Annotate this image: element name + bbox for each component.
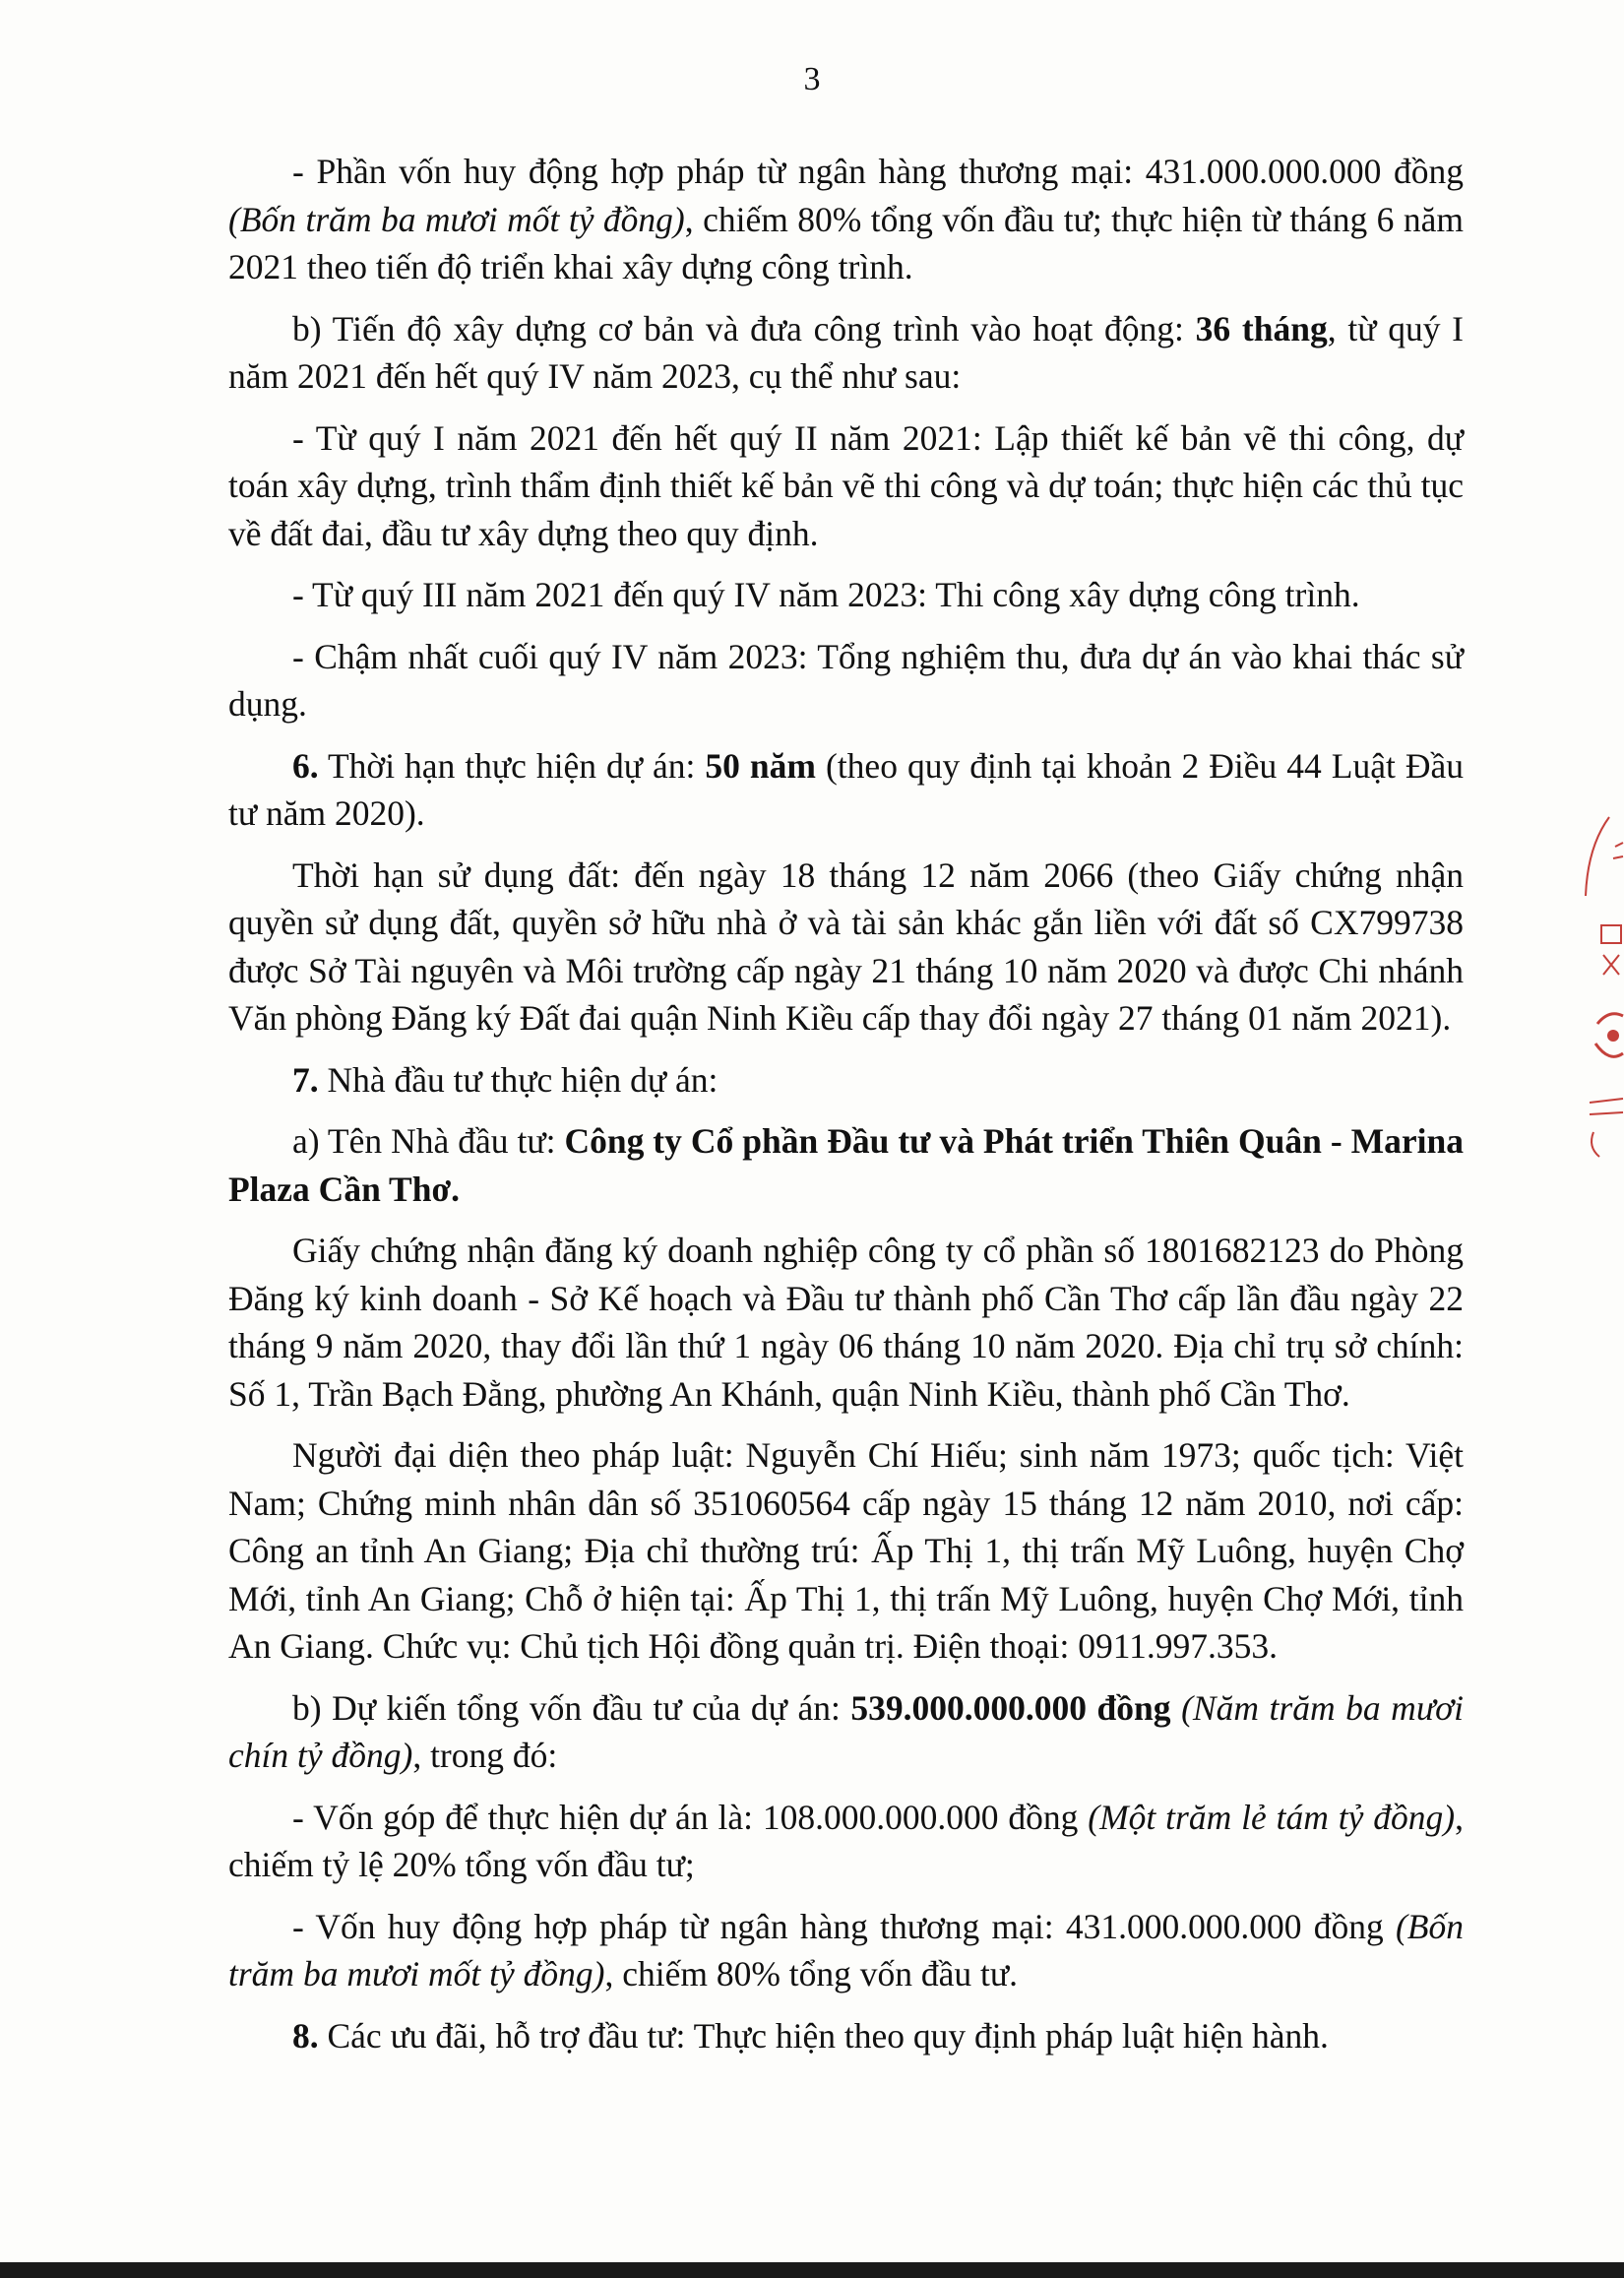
text-run: - Từ quý III năm 2021 đến quý IV năm 2023: Thi công xây dựng công trình. (292, 575, 1360, 614)
text-run: Thời hạn sử dụng đất: đến ngày 18 tháng 12 năm 2066 (theo Giấy chứng nhận quyền sử dụng đất, quyền sở hữu nhà ở và tài sản khác gắn liền với đất số CX799738 được Sở Tài nguyên và Môi trường cấp ngày 21 tháng 10 năm 2020 và được Chi nhánh Văn phòng Đăng ký Đất đai quận Ninh Kiều cấp thay đổi ngày 27 tháng 01 năm 2021). (228, 854, 1464, 1038)
text-run: (theo quy định tại khoản 2 Điều 44 Luật Đầu tư năm 2020). (228, 745, 1465, 833)
bold-text: 50 năm (705, 745, 816, 786)
paragraph-p12 (228, 1684, 1464, 1780)
text-run: - Vốn huy động hợp pháp từ ngân hàng thương mại: 431.000.000.000 đồng (292, 1906, 1396, 1946)
paragraph-p9 (228, 1117, 1464, 1213)
italic-text: (Một trăm lẻ tám tỷ đồng) (1088, 1797, 1456, 1837)
italic-text: (Bốn trăm ba mươi mốt tỷ đồng) (228, 199, 685, 239)
text-run: , chiếm tỷ lệ 20% tổng vốn đầu tư; (228, 1797, 1464, 1884)
italic-text: (Năm trăm ba mươi chín tỷ đồng) (228, 1687, 1464, 1775)
paragraph-p15 (228, 2012, 1464, 2060)
paragraph-p8 (228, 1056, 1464, 1105)
scan-bottom-edge (0, 2262, 1624, 2278)
red-seal-stamp-edge (1580, 807, 1624, 1162)
document-body (228, 148, 1464, 2073)
italic-text: (Bốn trăm ba mươi mốt tỷ đồng) (228, 1906, 1464, 1993)
text-run: Thời hạn thực hiện dự án: (318, 745, 706, 786)
paragraph-p7 (228, 852, 1464, 1043)
bold-text: 36 tháng (1195, 308, 1328, 348)
text-run: , chiếm 80% tổng vốn đầu tư; thực hiện từ tháng 6 năm 2021 theo tiến độ triển khai xây dựng công trình. (228, 199, 1464, 286)
text-run: - Phần vốn huy động hợp pháp từ ngân hàng thương mại: 431.000.000.000 đồng (292, 152, 1464, 191)
text-run: b) Dự kiến tổng vốn đầu tư của dự án: (292, 1687, 851, 1728)
paragraph-p3 (228, 414, 1464, 558)
paragraph-p5 (228, 633, 1464, 728)
paragraph-p10 (228, 1227, 1464, 1418)
text-run: - Vốn góp để thực hiện dự án là: 108.000.000.000 đồng (292, 1797, 1089, 1837)
text-run: Các ưu đãi, hỗ trợ đầu tư: Thực hiện theo quy định pháp luật hiện hành. (318, 2015, 1329, 2056)
text-run: b) Tiến độ xây dựng cơ bản và đưa công trình vào hoạt động: (292, 308, 1196, 348)
text-run: a) Tên Nhà đầu tư: (292, 1121, 565, 1161)
paragraph-p4 (228, 571, 1464, 619)
text-run: - Từ quý I năm 2021 đến hết quý II năm 2021: Lập thiết kế bản vẽ thi công, dự toán xây dựng, trình thẩm định thiết kế bản vẽ thi công và dự toán; thực hiện các thủ tục về đất đai, đầu tư xây dựng theo quy định. (228, 417, 1464, 553)
text-run: , trong đó: (412, 1736, 558, 1775)
paragraph-p11 (228, 1431, 1464, 1671)
paragraph-p2 (228, 305, 1464, 401)
paragraph-p14 (228, 1903, 1464, 1998)
text-run: Giấy chứng nhận đăng ký doanh nghiệp công ty cổ phần số 1801682123 do Phòng Đăng ký kinh doanh - Sở Kế hoạch và Đầu tư thành phố Cần Thơ cấp lần đầu ngày 22 tháng 9 năm 2020, thay đổi lần thứ 1 ngày 06 tháng 10 năm 2020. Địa chỉ trụ sở chính: Số 1, Trần Bạch Đằng, phường An Khánh, quận Ninh Kiều, thành phố Cần Thơ. (228, 1231, 1464, 1414)
text-run: Nhà đầu tư thực hiện dự án: (318, 1059, 718, 1100)
paragraph-p6 (228, 742, 1464, 838)
text-run (1171, 1688, 1182, 1728)
bold-text: 6. (292, 745, 319, 786)
text-run: , chiếm 80% tổng vốn đầu tư. (604, 1954, 1018, 1993)
bold-text: 539.000.000.000 đồng (850, 1687, 1171, 1728)
text-run: Người đại diện theo pháp luật: Nguyễn Chí Hiếu; sinh năm 1973; quốc tịch: Việt Nam; Chứng minh nhân dân số 351060564 cấp ngày 15 tháng 12 năm 2010, nơi cấp: Công an tỉnh An Giang; Địa chỉ thường trú: Ấp Thị 1, thị trấn Mỹ Luông, huyện Chợ Mới, tỉnh An Giang; Chỗ ở hiện tại: Ấp Thị 1, thị trấn Mỹ Luông, huyện Chợ Mới, tỉnh An Giang. Chức vụ: Chủ tịch Hội đồng quản trị. Điện thoại: 0911.997.353. (228, 1435, 1464, 1666)
paragraph-p13 (228, 1794, 1464, 1889)
text-run: - Chậm nhất cuối quý IV năm 2023: Tổng nghiệm thu, đưa dự án vào khai thác sử dụng. (228, 636, 1464, 724)
page-number: 3 (803, 61, 821, 97)
text-run: , từ quý I năm 2021 đến hết quý IV năm 2023, cụ thể như sau: (228, 308, 1465, 396)
bold-text: 8. (292, 2015, 319, 2056)
paragraph-p1 (228, 148, 1464, 291)
bold-text: 7. (292, 1059, 319, 1100)
bold-text: Công ty Cổ phần Đầu tư và Phát triển Thiên Quân - Marina Plaza Cần Thơ. (228, 1121, 1464, 1209)
